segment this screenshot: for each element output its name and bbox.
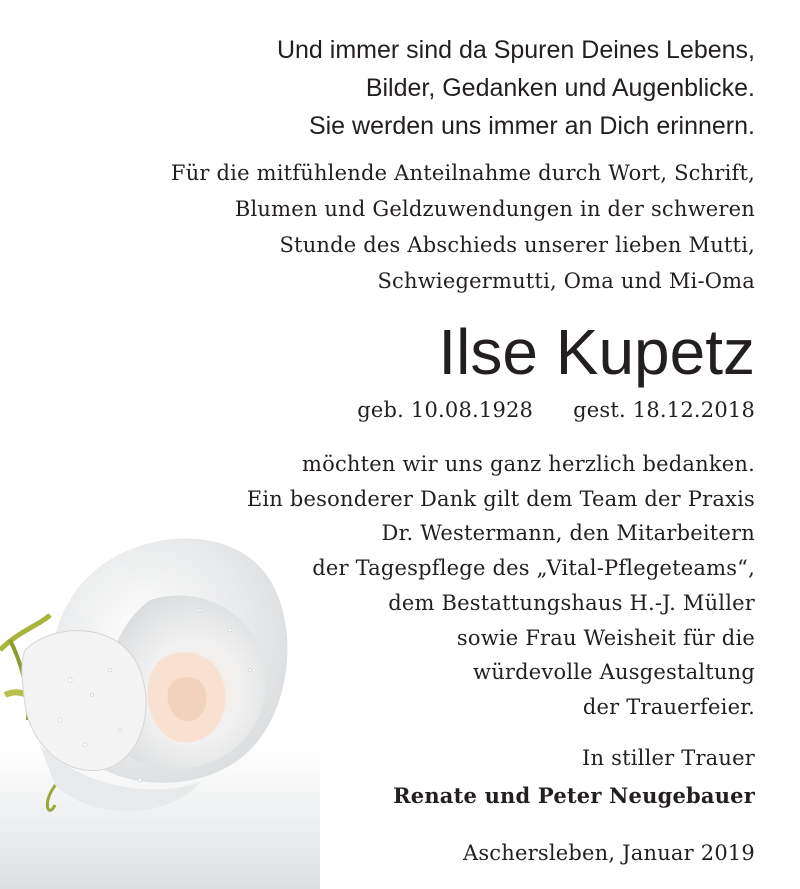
body-line: der Tagespflege des „Vital-Pflegeteams“,	[312, 556, 755, 581]
thanks-line: Schwiegermutti, Oma und Mi-Oma	[377, 269, 755, 293]
body-line: möchten wir uns ganz herzlich bedanken.	[301, 452, 755, 476]
body-line: Ein besonderer Dank gilt dem Team der Praxis	[246, 486, 755, 511]
thanks-intro	[55, 155, 755, 299]
poem-line: Bilder, Gedanken und Augenblicke.	[365, 74, 755, 102]
signoff	[55, 739, 755, 815]
place-date: Aschersleben, Januar 2019	[462, 840, 755, 865]
body-line: Dr. Westermann, den Mitarbeitern	[381, 521, 755, 546]
signers: Renate und Peter Neugebauer	[393, 782, 755, 808]
signoff-phrase: In stiller Trauer	[582, 745, 755, 770]
body-line: dem Bestattungshaus H.-J. Müller	[388, 590, 755, 615]
body-line: würdevolle Ausgestaltung	[473, 660, 755, 685]
body-line: sowie Frau Weisheit für die	[456, 625, 755, 650]
thanks-line: Blumen und Geldzuwendungen in der schweren	[234, 197, 755, 221]
birth-date: geb. 10.08.1928	[357, 398, 534, 422]
deceased-name: Ilse Kupetz	[438, 316, 755, 388]
thanks-body	[55, 447, 755, 725]
body-line: der Trauerfeier.	[582, 694, 755, 719]
death-date: gest. 18.12.2018	[573, 398, 755, 422]
notice-text-column	[55, 0, 755, 870]
life-dates	[55, 393, 755, 427]
poem-line: Sie werden uns immer an Dich erinnern.	[308, 112, 755, 140]
poem-line: Und immer sind da Spuren Deines Lebens,	[276, 36, 755, 64]
memorial-poem	[55, 31, 755, 145]
thanks-line: Für die mitfühlende Anteilnahme durch Wort, Schrift,	[170, 161, 755, 185]
thanks-line: Stunde des Abschieds unserer lieben Mutti,	[279, 233, 755, 257]
